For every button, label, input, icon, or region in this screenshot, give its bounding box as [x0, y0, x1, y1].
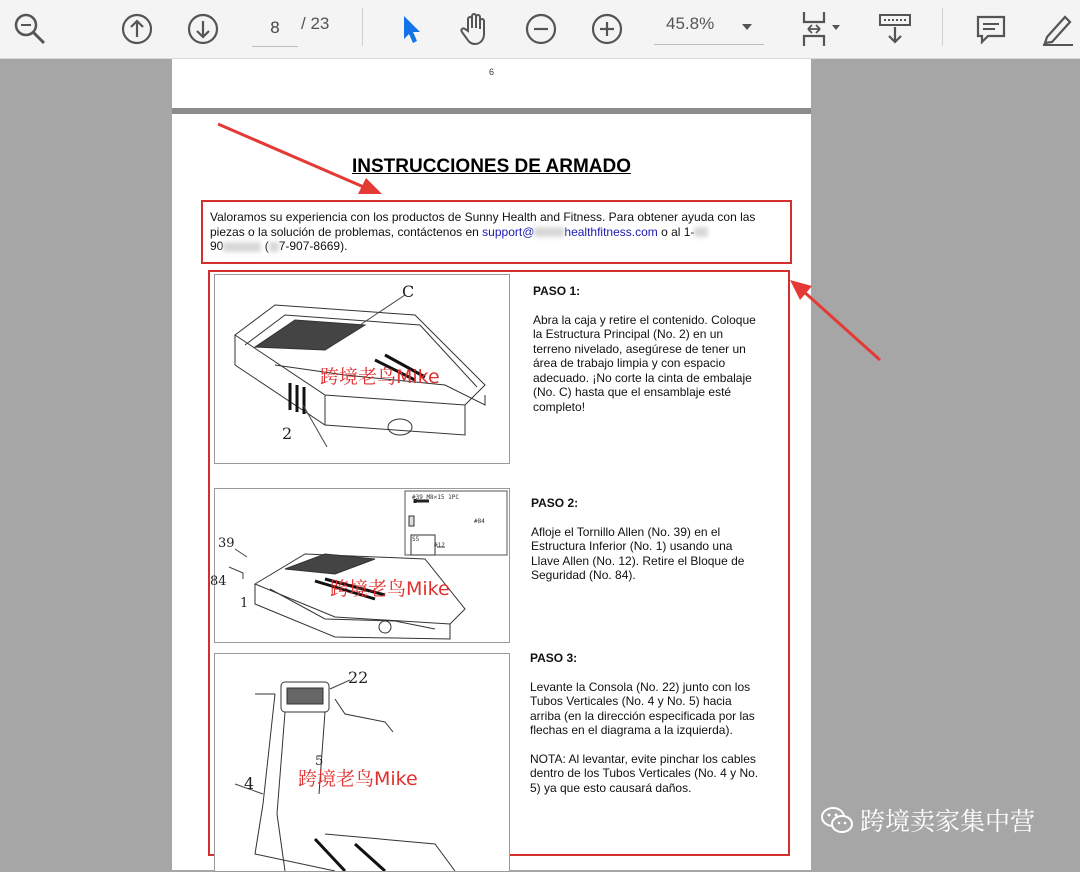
watermark-text: 跨境老鸟Mike — [298, 768, 418, 790]
page-total: / 23 — [301, 14, 330, 33]
intro-text: ( — [261, 239, 269, 253]
part-label-c: C — [402, 282, 415, 301]
watermark-text: 跨境老鸟Mike — [330, 578, 450, 600]
arrow-to-steps-icon — [790, 280, 880, 360]
step3-note: NOTA: Al levantar, evite pinchar los cables dentro de los Tubos Verticales (No. 4 y No. 5) ya que esto causará daños. — [530, 751, 759, 795]
intro-text: 7-907-8669). — [278, 239, 348, 253]
part-label-1: 1 — [240, 596, 249, 611]
page-title: INSTRUCCIONES DE ARMADO — [351, 156, 632, 177]
arrow-to-intro-icon — [218, 124, 382, 194]
wechat-icon — [820, 805, 854, 835]
part-label-4: 4 — [244, 774, 255, 793]
intro-text: Valoramos su experiencia con los productos de Sunny Health and Fitness. Para obtener ayuda con las piezas o la solución de problemas, contáctenos en — [210, 210, 756, 239]
part-39-spec: #39 M8×15 1PC — [412, 494, 459, 501]
part-s5-spec: S5 — [412, 536, 420, 543]
part-label-5: 5 — [315, 754, 324, 769]
support-email-part1[interactable]: support@ — [482, 224, 535, 239]
support-email-part2[interactable]: healthfitness.com — [564, 224, 658, 239]
part-label-84: 84 — [210, 574, 227, 589]
step1-heading: PASO 1: — [533, 284, 581, 298]
part-label-39: 39 — [218, 536, 235, 551]
part-84-spec: #84 — [474, 518, 485, 525]
page-number-label: 6 — [488, 67, 494, 77]
watermark-text: 跨境老鸟Mike — [320, 366, 440, 388]
part-12-spec: #12 — [434, 542, 445, 549]
step1-body: Abra la caja y retire el contenido. Coloque la Estructura Principal (No. 2) en un terreno nivelado, asegúrese de tener un área de trabajo limpia y con espacio adecuado. ¡No corte la cinta de embalaje (No. C) hasta que el ensamblaje esté completo! — [533, 312, 756, 414]
intro-text: 90 — [210, 239, 224, 253]
zoom-value: 45.8% — [666, 14, 715, 33]
step2-heading: PASO 2: — [531, 496, 579, 510]
part-label-22: 22 — [348, 668, 369, 687]
wechat-badge — [820, 802, 1035, 838]
badge-label: 跨境卖家集中营 — [860, 807, 1036, 836]
step3-body: Levante la Consola (No. 22) junto con los Tubos Verticales (No. 4 y No. 5) hacia arriba (en la dirección especificada por las flechas en el diagrama a la izquierda). — [530, 679, 755, 737]
step3-heading: PASO 3: — [530, 651, 578, 665]
part-label-2: 2 — [282, 424, 293, 443]
step2-body: Afloje el Tornillo Allen (No. 39) en el Estructura Inferior (No. 1) usando una Llave Allen (No. 12). Retire el Bloque de Seguridad (No. 84). — [531, 524, 745, 582]
intro-text: o al 1- — [657, 224, 695, 239]
